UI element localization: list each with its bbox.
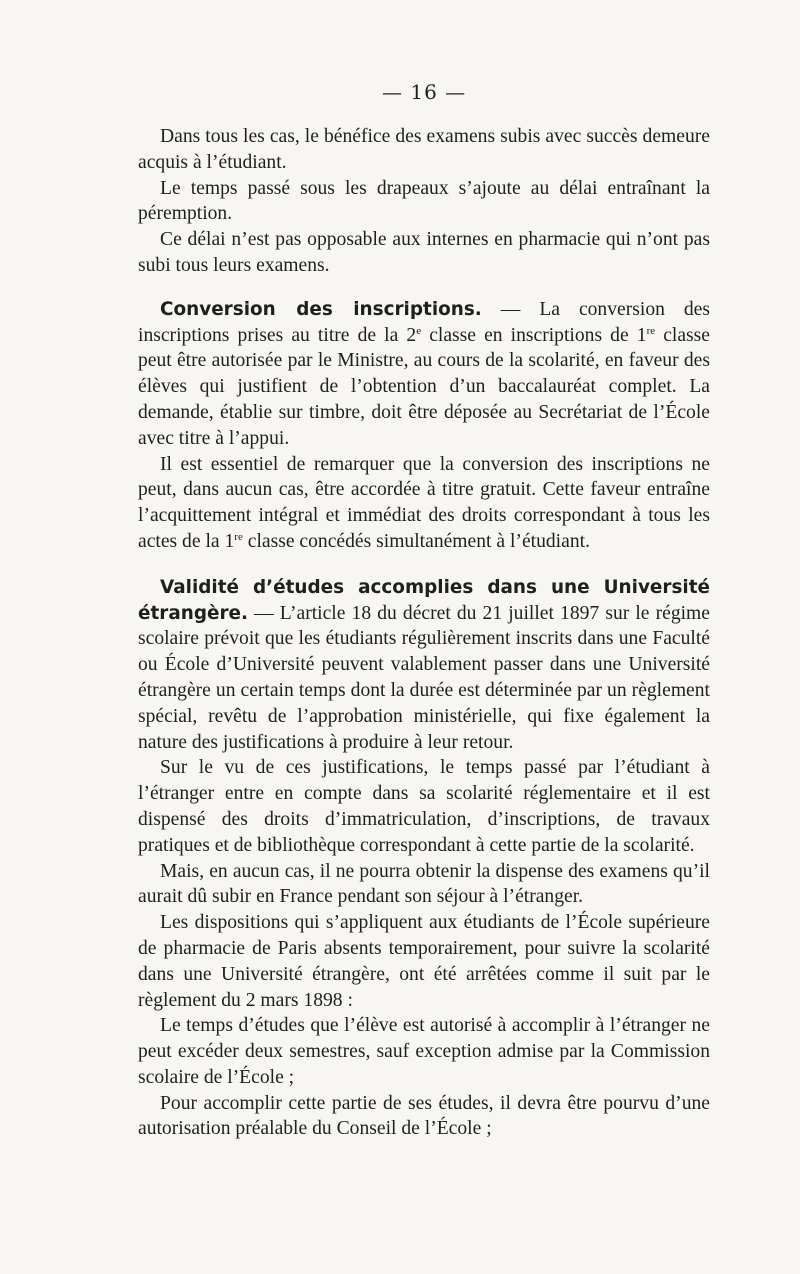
conversion-text-1: — La conversion des inscriptions prises au titre de la 2 <box>138 298 710 346</box>
paragraph-conversion-gratuit <box>138 452 710 555</box>
superscript-e: e <box>416 324 422 337</box>
paragraph-drapeaux: Le temps passé sous les drapeaux s’ajoute au délai entraînant la péremption. <box>138 177 710 225</box>
paragraph-temps-etudes: Le temps d’études que l’élève est autorisé à accomplir à l’étranger ne peut excéder deux semestres, sauf exception admise par la Commission scolaire de l’École ; <box>138 1015 710 1088</box>
paragraph-dispositions: Les dispositions qui s’appliquent aux étudiants de l’École supérieure de pharmacie de Paris absents temporairement, pour suivre la scolarité dans une Université étrangère, ont été arrêtées comme il suit par le règlement du 2 mars 1898 : <box>138 912 710 1011</box>
gratuit-text-1: Il est essentiel de remarquer que la conversion des inscriptions ne peut, dans aucun cas, être accordée à titre gratuit. Cette faveur entraîne l’acquittement intégral et immédiat des droits correspondant à tous les actes de la 1 <box>138 453 710 552</box>
body-text <box>138 124 710 1142</box>
paragraph-internes: Ce délai n’est pas opposable aux internes en pharmacie qui n’ont pas subi tous leurs examens. <box>138 229 710 276</box>
paragraph-benefice: Dans tous les cas, le bénéfice des examens subis avec succès demeure acquis à l’étudiant. <box>138 126 710 173</box>
section-heading-validite: Validité d’études accomplies dans une Université étrangère. <box>138 576 710 624</box>
gratuit-text-2: classe concédés simultanément à l’étudiant. <box>242 530 590 552</box>
paragraph-autorisation: Pour accomplir cette partie de ses études, il devra être pourvu d’une autorisation préalable du Conseil de l’École ; <box>138 1092 710 1140</box>
conversion-text-2: classe en inscriptions de 1 <box>421 324 647 346</box>
paragraph-validite <box>138 575 710 756</box>
paragraph-justifications: Sur le vu de ces justifications, le temps passé par l’étudiant à l’étranger entre en compte dans sa scolarité réglementaire et il est dispensé des droits d’immatriculation, d’inscriptions, de travaux pratiques et de bibliothèque correspondant à cette partie de la scolarité. <box>138 757 710 856</box>
section-heading-conversion: Conversion des inscriptions. <box>160 298 482 320</box>
validite-text: — L’article 18 du décret du 21 juillet 1897 sur le régime scolaire prévoit que les étudiants régulièrement inscrits dans une Faculté ou École d’Université peuvent valablement passer dans une Université étrangère un certain temps dont la durée est déterminée par un règlement spécial, revêtu de l’approbation ministérielle, qui fixe également la nature des justifications à produire à leur retour. <box>138 602 710 753</box>
paragraph-dispense-examens: Mais, en aucun cas, il ne pourra obtenir la dispense des examens qu’il aurait dû subir en France pendant son séjour à l’étranger. <box>138 860 710 908</box>
page-number: — 16 — <box>382 80 467 104</box>
superscript-re-2: re <box>234 530 243 543</box>
superscript-re: re <box>646 324 656 337</box>
paragraph-conversion <box>138 297 710 452</box>
conversion-text-3: classe peut être autorisée par le Ministre, au cours de la scolarité, en faveur des élèves qui justifient de l’obtention d’un baccalauréat complet. La demande, établie sur timbre, doit être déposée au Secrétariat de l’École avec titre à l’appui. <box>138 324 711 449</box>
